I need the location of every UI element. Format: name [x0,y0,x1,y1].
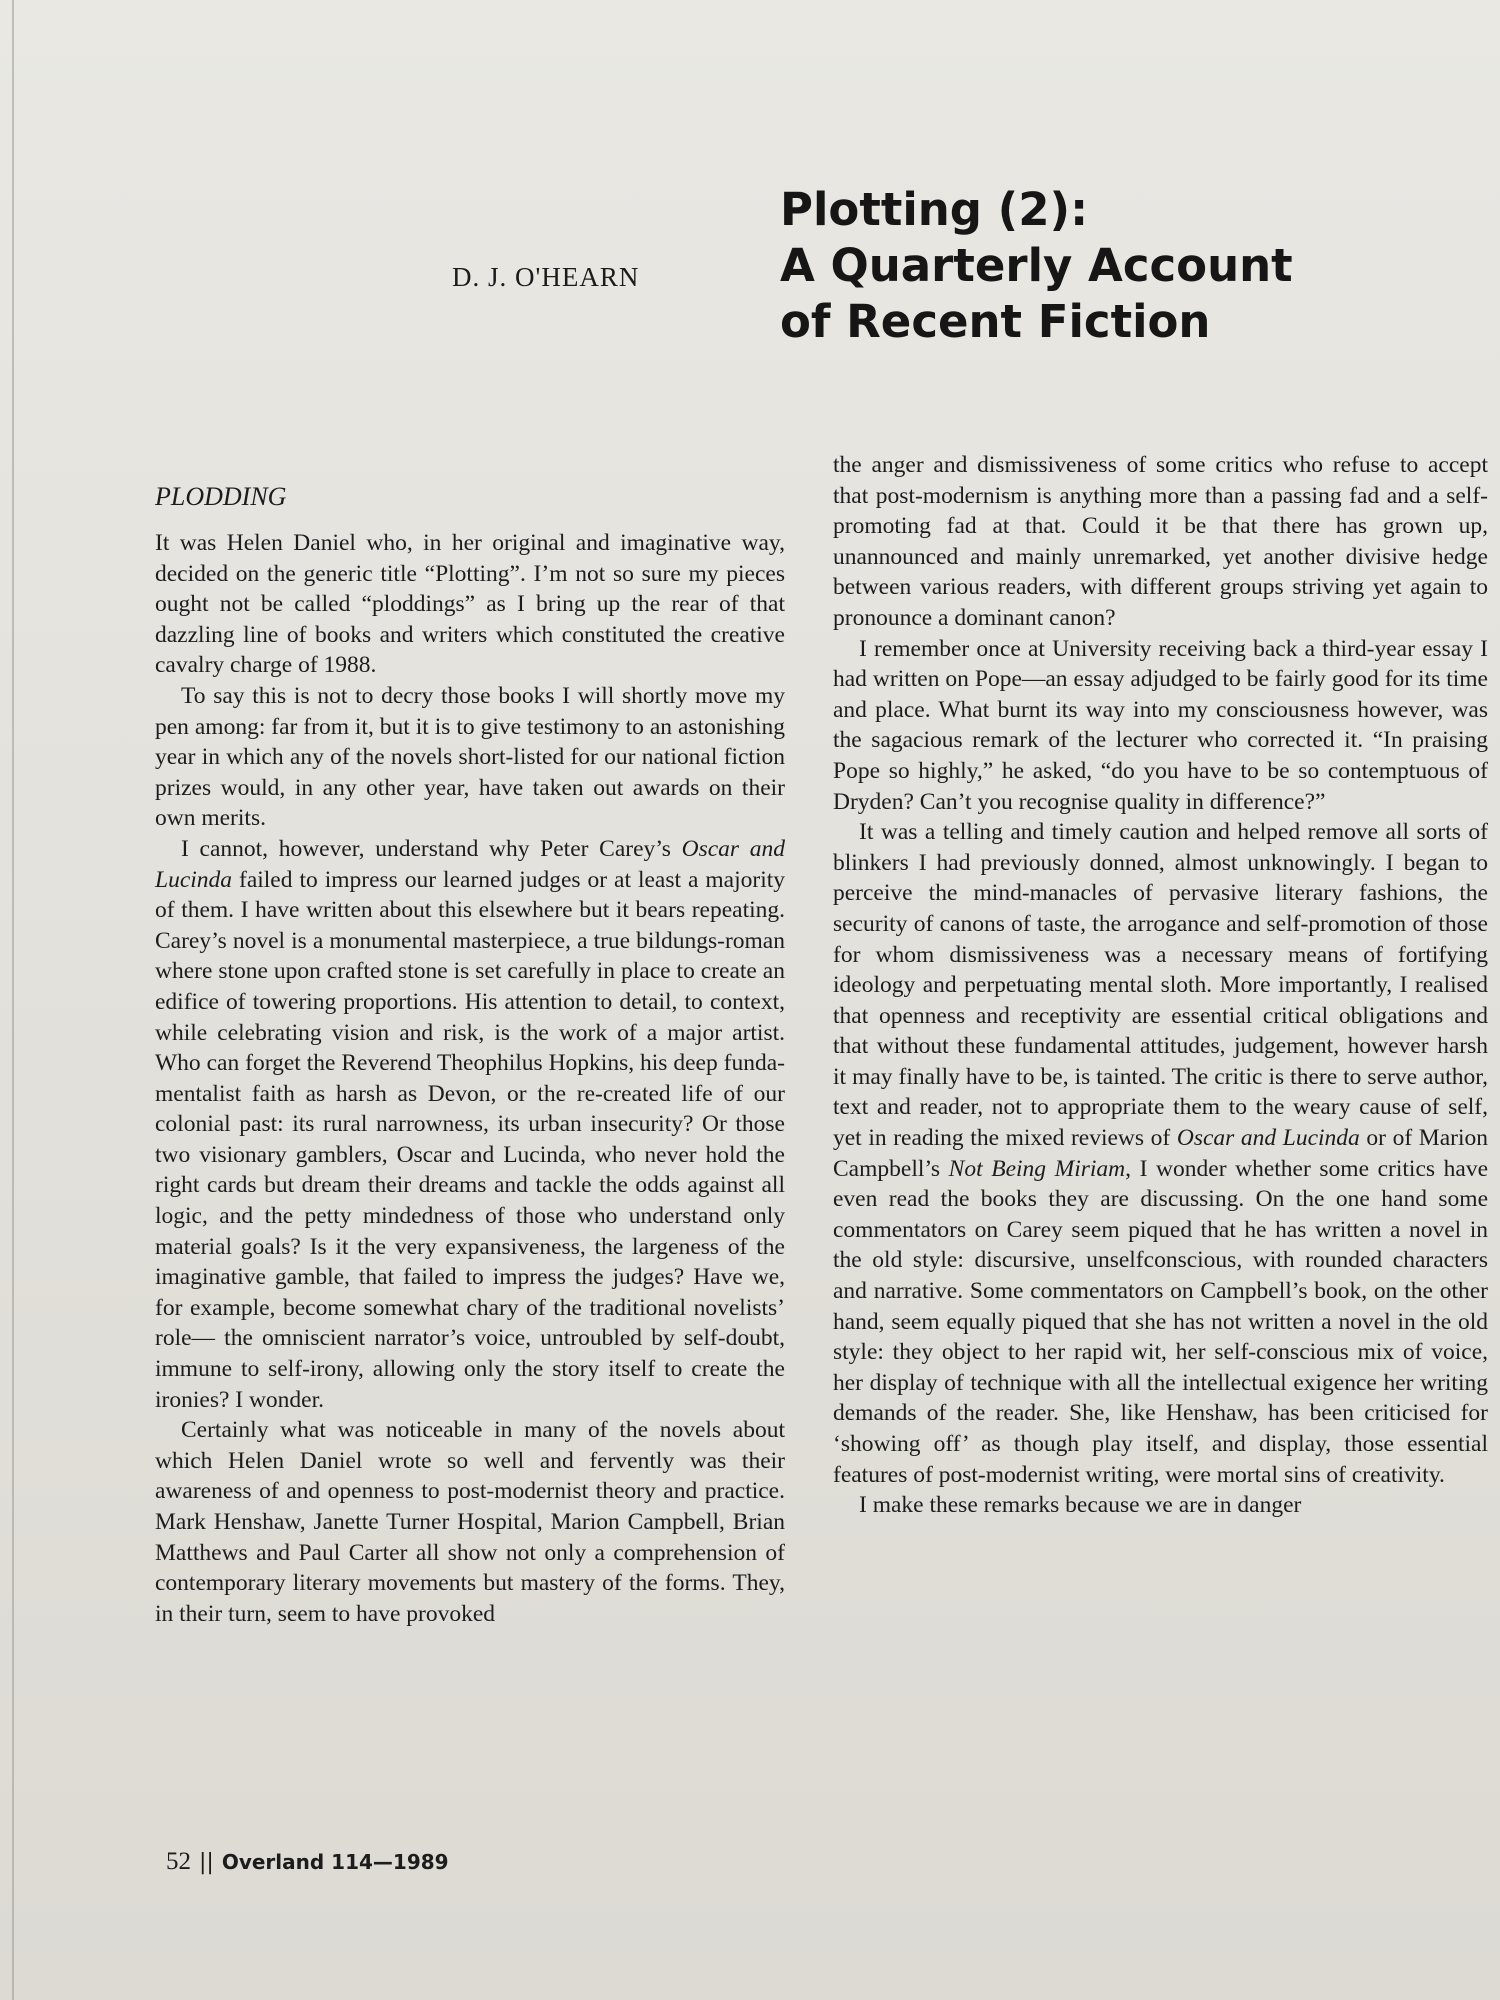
right-column [833,450,1488,1521]
book-title: Not Being Miriam [948,1155,1126,1182]
book-title: Oscar and Lucinda [155,835,785,893]
page-fold-line [12,0,14,2000]
page-number: 52 [166,1848,191,1875]
article-title [780,182,1293,350]
title-line-2: A Quarterly Account [780,239,1293,292]
paragraph: To say this is not to decry those books I will shortly move my pen among: far from it, but it is to give testimony to an astonishing year in which any of the novels short-listed for our national fiction prizes would, in any other year, have taken out awards on their own merits. [155,682,785,832]
paragraph: It was Helen Daniel who, in her original and imaginative way, decided on the generic title “Plotting”. I’m not so sure my pieces ought not be called “ploddings” as I bring up the rear of that dazzling line of books and writers which constituted the creative cavalry charge of 1988. [155,530,785,679]
paragraph [155,834,785,1415]
paragraph: I make these remarks because we are in danger [859,1492,1302,1519]
text-run: I cannot, however, understand why Peter Carey’s [181,835,682,862]
paragraph: the anger and dismissiveness of some critics who refuse to accept that post-modernism is anything more than a passing fad and a self-promoting fad at that. Could it be that there has grown up, unannounced and mainly unremarked, yet another divisive hedge between various readers, with different groups striving yet again to pronounce a dominant canon? [833,452,1488,631]
text-run: , I wonder whether some critics have even read the books they are discussing. On the one hand some commentators on Carey seem piqued that he has written a novel in the old style: discursive, unselfconscious, with rounded characters and narrative. Some commentators on Campbell’s book, on the other hand, seem equally piqued that she has not written a novel in the old style: they object to her rapid wit, her self-conscious mix of voice, her display of technique with all the intellectual exigence her writing demands of the reader. She, like Henshaw, has been criticised for ‘showing off’ as though play itself, and display, those essential features of post-modernist writing, were mortal sins of creativity. [833,1155,1489,1488]
text-run: It was a telling and timely caution and helped remove all sorts of blinkers I had previously donned, almost unknowingly. I began to perceive the mind-manacles of pervasive literary fashions, the security of canons of taste, the arrogance and self-promotion of those for whom dismissiveness was a necessary means of fortifying ideology and perpetuating mental sloth. More importantly, I realised that openness and receptivity are essential critical obligations and that without these fundamental attitudes, judgement, however harsh it may finally have to be, is tainted. The critic is there to serve author, text and reader, not to appropriate them to the weary cause of self, yet in reading the mixed reviews of [833,819,1488,1152]
text-run: or of Marion Campbell’s [833,1125,1488,1182]
footer-divider: || [199,1850,214,1875]
left-column [155,528,785,1629]
paragraph [833,817,1488,1490]
page-footer [166,1848,449,1876]
author-byline: D. J. O'HEARN [452,262,640,292]
text-run: failed to impress our learned judges or at least a majority of them. I have written about this elsewhere but it bears repeating. Carey’s novel is a monumental masterpiece, a true bildungs-roman where stone upon crafted stone is set carefully in place to create an edifice of towering proportions. His attention to detail, to context, while celebrating vision and risk, is the work of a major artist. Who can forget the Reverend Theophilus Hopkins, his deep funda-mentalist faith as harsh as Devon, or the re-created life of our colonial past: its rural narrowness, its urban insecurity? Or those two visionary gamblers, Oscar and Lucinda, who never hold the right cards but dream their dreams and tackle the odds against all logic, and the petty mindedness of those who understand only material goals? Is it the very expansiveness, the largeness of the imaginative gamble, that failed to impress the judges? Have we, for example, become somewhat chary of the traditional novelists’ role— the omniscient narrator’s voice, untroubled by self-doubt, immune to self-irony, allowing only the story itself to create the ironies? I wonder. [155,866,785,1413]
title-line-1: Plotting (2): [780,183,1089,236]
title-line-3: of Recent Fiction [780,295,1211,348]
paragraph: I remember once at University receiving back a third-year essay I had written on Pope—an essay adjudged to be fairly good for its time and place. What burnt its way into my consciousness however, was the sagacious remark of the lecturer who corrected it. “In praising Pope so highly,” he asked, “do you have to be so contemptuous of Dryden? Can’t you recognise quality in difference?” [833,635,1488,815]
journal-issue: Overland 114—1989 [221,1850,449,1874]
section-heading: PLODDING [155,482,287,511]
paragraph: Certainly what was noticeable in many of the novels about which Helen Daniel wrote so well and fervently was their awareness of and openness to post-modernist theory and practice. Mark Henshaw, Janette Turner Hospital, Marion Campbell, Brian Matthews and Paul Carter all show not only a comprehension of contemporary literary movements but mastery of the forms. They, in their turn, seem to have provoked [155,1417,785,1627]
book-title: Oscar and Lucinda [1176,1125,1360,1152]
